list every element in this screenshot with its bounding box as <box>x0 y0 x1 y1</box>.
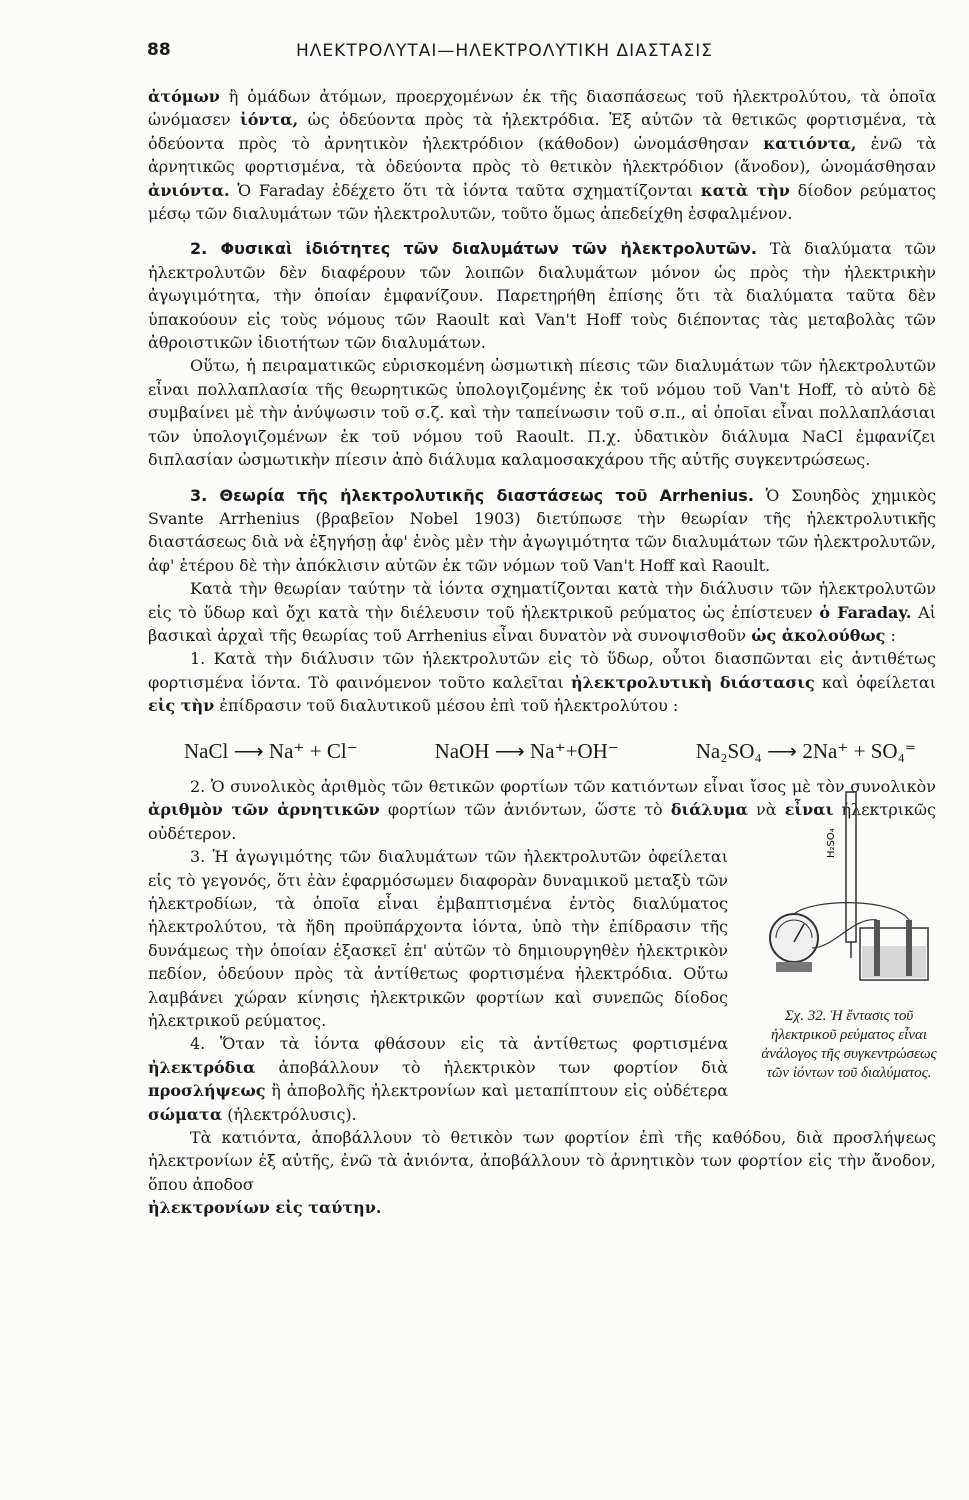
text-run: 1. Κατὰ τὴν διάλυσιν τῶν ἠλεκτρολυτῶν εἰς τὸ ὕδωρ, οὗτοι διασπῶνται εἰς ἀντιθέτως φορτισμένα ἰόντα. Τὸ φαινόμενον τοῦτο καλεῖται <box>148 649 936 692</box>
bold-term-cations: κατιόντα, <box>763 133 857 153</box>
equation-nacl: NaCl ⟶ Na⁺ + Cl⁻ <box>184 738 358 763</box>
text-run: ἢ ἀποβολῆς ἠλεκτρονίων καὶ μεταπίπτουν εἰς οὐδέτερα <box>265 1081 728 1101</box>
equation-na2so4: Na₂SO₄ ⟶ 2Na⁺ + SO₄⁼ <box>695 738 916 763</box>
bold-term: ὁ Faraday. <box>819 602 912 622</box>
electrode-left <box>874 920 880 976</box>
bold-term: προσλήψεως <box>148 1081 266 1101</box>
figure-conductivity-apparatus <box>754 788 944 1183</box>
text-run: Κατὰ τὴν θεωρίαν ταύτην τὰ ἰόντα σχηματίζονται κατὰ τὴν διάλυσιν τῶν ἠλεκτρολυτῶν εἰς τὸ ὕδωρ καὶ ὄχι κατὰ τὴν διέλευσιν τοῦ ἠλεκτρικοῦ ρεύματος ὡς ἐπίστευεν <box>148 579 936 622</box>
text-run: καὶ ὀφείλεται <box>814 672 936 692</box>
text-run: ὡς ὁδεύοντα πρὸς τὰ ἠλεκτρόδια. Ἐξ αὐτῶν τὰ θετικῶς φορτισμένα, τὰ ὁδεύοντα πρὸς τὸ ἀρνητικὸν ἠλεκτρόδιον (κάθοδον) ὠνομάσθησαν <box>148 110 937 153</box>
osmotic-paragraph: Οὕτω, ἡ πειραματικῶς εὑρισκομένη ὠσμωτικὴ πίεσις τῶν διαλυμάτων τῶν ἠλεκτρολυτῶν εἶναι πολλαπλασία τῆς θεωρητικῶς ὑπολογιζομένης ἐκ τοῦ νόμου τοῦ Van't Hoff, τὸ αὐτὸ δὲ συμβαίνει μὲ τὴν ἀνύψωσιν τοῦ σ.ζ. καὶ τὴν ταπείνωσιν τοῦ σ.π., αἱ ὁποῖαι εἶναι πολλαπλάσιαι τῶν ὑπολογιζομένων ἐκ τοῦ νόμου τοῦ Raoult. Π.χ. ὑδατικὸν διάλυμα NaCl ἐμφανίζει διπλασίαν ὠσμωτικὴν πίεσιν ἀπὸ διάλυμα καλαμοσακχάρου τῆς αὐτῆς συγκεντρώσεως. <box>148 356 936 470</box>
bold-term-dissociation: ἠλεκτρολυτικὴ διάστασις <box>571 672 815 692</box>
bold-term-ions: ἰόντα, <box>240 110 299 130</box>
theory-paragraph <box>148 577 936 647</box>
text-run: 4. Ὅταν τὰ ἰόντα φθάσουν εἰς τὰ ἀντίθετως φορτισμένα <box>190 1034 728 1054</box>
page-header <box>0 40 969 70</box>
running-title: ΗΛΕΚΤΡΟΛΥΤΑΙ—ΗΛΕΚΤΡΟΛΥΤΙΚΗ ΔΙΑΣΤΑΣΙΣ <box>296 41 713 61</box>
text-run: δίοδον ρεύματος μέσῳ τῶν διαλυμάτων τῶν ἠλεκτρολυτῶν, τοῦτο ὅμως ἀπεδείχθη ἐσφαλμένον. <box>148 180 937 224</box>
text-run: Αἱ βασικαὶ ἀρχαὶ τῆς θεωρίας τοῦ Arrhenius εἶναι δυνατὸν νὰ συνοψισθοῦν <box>148 602 936 645</box>
galvanometer <box>770 914 818 962</box>
text-run: φορτίων τῶν ἀνιόντων, ὥστε τὸ <box>379 800 671 820</box>
text-run: ἀποβάλλουν τὸ ἠλεκτρικὸν των φορτίον διὰ <box>255 1057 728 1077</box>
principle-4 <box>148 1032 728 1126</box>
figure-caption-wrap <box>754 1007 944 1083</box>
text-run: νὰ <box>747 800 785 820</box>
text-run: ἠλεκτρικῶς οὐδέτερον. <box>148 800 937 843</box>
bold-term: ἠλεκτρονίων εἰς ταύτην. <box>148 1198 382 1218</box>
text-run: ἐνῶ τὰ ἀρνητικῶς φορτισμένα, τὰ ὁδεύοντα πρὸς τὸ θετικὸν ἠλεκτρόδιον (ἄνοδον), ὠνομάσθησαν <box>148 133 937 177</box>
bold-term: ἀτόμων <box>148 87 220 106</box>
wire-left <box>812 920 877 948</box>
wire-right <box>794 903 909 920</box>
apparatus-drawing <box>754 788 944 988</box>
galvanometer-base <box>776 962 812 972</box>
figure-caption: Σχ. 32. Ἡ ἔντασις τοῦ ἠλεκτρικοῦ ρεύματος εἶναι ἀνάλογος τῆς συγκεντρώσεως τῶν ἰόντων τοῦ διαλύματος. <box>761 1008 937 1081</box>
section-3-paragraph <box>148 484 936 578</box>
text-run: 2. Ὁ συνολικὸς ἀριθμὸς τῶν θετικῶν φορτίων τῶν κατιόντων εἶναι ἴσος μὲ τὸν συνολικὸν <box>190 776 936 796</box>
text-run: (ἠλεκτρόλυσις). <box>222 1104 357 1124</box>
bold-term: εἰς τὴν <box>148 696 215 716</box>
dissociation-equations <box>148 718 936 775</box>
text-run: ἐπίδρασιν τοῦ διαλυτικοῦ μέσου ἐπὶ τοῦ ἠλεκτρολύτου : <box>214 696 679 716</box>
section-2-paragraph <box>148 237 936 354</box>
bold-term: κατὰ τὴν <box>700 180 790 200</box>
principle-3: 3. Ἡ ἀγωγιμότης τῶν διαλυμάτων τῶν ἠλεκτρολυτῶν ὀφείλεται εἰς τὸ γεγονός, ὅτι ἐὰν ἐφαρμόσωμεν διαφορὰν δυναμικοῦ μεταξὺ τῶν ἠλεκτροδίων, τὰ ὁποῖα εἶναι ἐμβαπτισμένα ἐντὸς διαλύματος ἠλεκτρολύτου, τὰ ἤδη προϋπάρχοντα ἰόντα, ὑπὸ τὴν ἐπίδρασιν τῆς δυνάμεως τὴν ὁποίαν ἐξασκεῖ ἐπ' αὐτῶν τὸ δημιουργηθὲν ἠλεκτρικὸν πεδίον, ὁδεύουν πρὸς τὰ ἀντίθετως φορτισμένα ἠλεκτρόδια. Οὕτω λαμβάνει χώραν κίνησις ἠλεκτρικῶν φορτίων καὶ συνεπῶς δίοδος ἠλεκτρικοῦ ρεύματος. <box>148 847 728 1031</box>
paragraph-ions <box>148 85 936 225</box>
text-run: Ὁ Σουηδὸς χημικὸς Svante Arrhenius (βραβεῖον Nobel 1903) διετύπωσε τὴν θεωρίαν τῆς ἠλεκτρολυτικῆς διαστάσεως διὰ νὰ ἐξηγήσῃ ἀφ' ἑνὸς μὲν τὴν ἀγωγιμότητα τῶν διαλυμάτων τῶν ἠλεκτρολυτῶν, ἀφ' ἑτέρου δὲ τὴν ἀπόκλισιν αὐτῶν ἐκ τῶν νόμων τοῦ Van't Hoff καὶ Raoult. <box>148 485 936 575</box>
principle-1 <box>148 647 936 717</box>
text-run: Τὰ κατιόντα, ἀποβάλλουν τὸ θετικὸν των φορτίον ἐπὶ τῆς καθόδου, διὰ προσλήψεως ἠλεκτρονίων ἐξ αὐτῆς, ἐνῶ τὰ ἀνιόντα, ἀποβάλλουν τὸ ἀρνητικὸν των φορτίον εἰς τὴν ἄνοδον, ὅπου ἀποδοσ <box>148 1128 936 1194</box>
bold-term: σώματα <box>148 1104 223 1124</box>
bold-term-anions: ἀνιόντα. <box>148 180 230 200</box>
bold-term: ἀριθμὸν τῶν ἀρνητικῶν <box>148 800 380 820</box>
text-run: Τὰ διαλύματα τῶν ἠλεκτρολυτῶν δὲν διαφέρουν τῶν λοιπῶν διαλυμάτων μόνον ὡς πρὸς τὴν ἠλεκτρικὴν ἀγωγιμότητα, τὴν ὁποίαν ἐμφανίζουν. Παρετηρήθη ἐπίσης ὅτι τὰ διαλύματα ταῦτα δὲν ὑπακούουν εἰς τοὺς νόμους τῶν Raoult καὶ Van't Hoff τοὺς διέποντας τὰς μεταβολὰς τῶν ἀθροιστικῶν ἰδιοτήτων τῶν διαλυμάτων. <box>148 239 936 353</box>
section-2-heading: 2. Φυσικαὶ ἰδιότητες τῶν διαλυμάτων τῶν ἠλεκτρολυτῶν. <box>190 239 757 259</box>
bold-term: ἠλεκτρόδια <box>148 1057 256 1077</box>
text-run: : <box>885 625 896 645</box>
section-3-heading: 3. Θεωρία τῆς ἠλεκτρολυτικῆς διαστάσεως τοῦ Arrhenius. <box>190 485 754 505</box>
tube-label: H₂SO₄ <box>826 828 837 858</box>
page-number: 88 <box>147 40 171 60</box>
text-run: Ὁ Faraday ἐδέχετο ὅτι τὰ ἰόντα ταῦτα σχηματίζονται <box>229 180 701 200</box>
bold-term: εἶναι <box>784 800 834 820</box>
bold-term: ὡς ἀκολούθως <box>751 625 886 645</box>
electrode-right <box>906 920 912 976</box>
text-run: ἢ ὁμάδων ἀτόμων, προερχομένων ἐκ τῆς διασπάσεως τοῦ ἠλεκτρολύτου, τὰ ὁποῖα ὠνόμασεν <box>148 87 936 130</box>
equation-naoh: NaOH ⟶ Na⁺+OH⁻ <box>434 738 619 763</box>
bold-term: διάλυμα <box>670 800 748 820</box>
burette-tube <box>846 792 856 942</box>
solution <box>862 946 926 978</box>
